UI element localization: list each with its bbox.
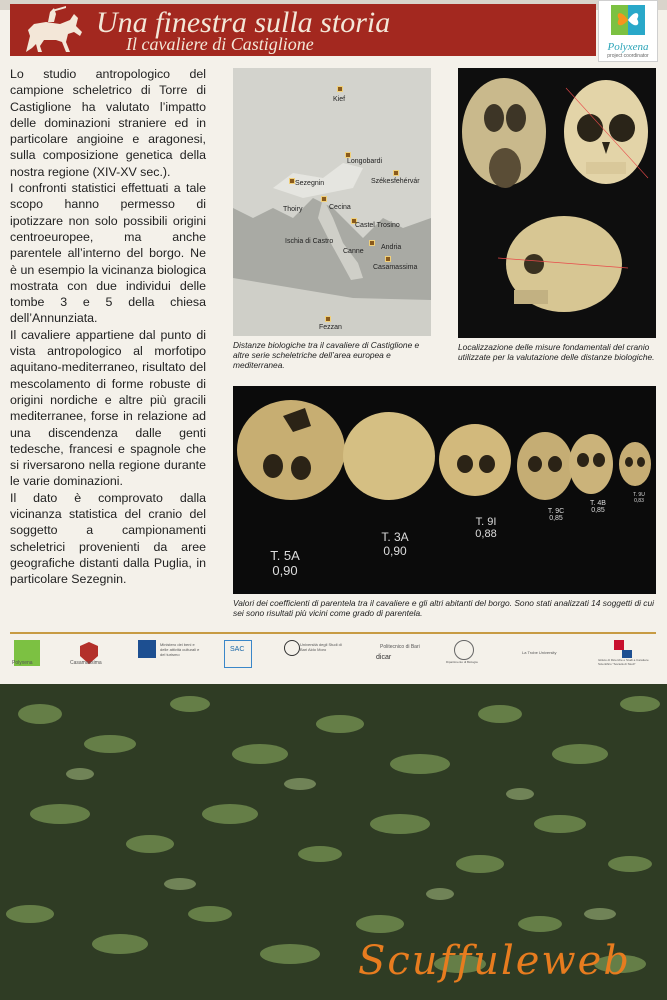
logo-name: Polyxena bbox=[607, 41, 649, 53]
skull-label bbox=[539, 508, 573, 522]
skull-label bbox=[365, 530, 425, 558]
knight-on-horse-icon bbox=[16, 6, 96, 56]
map-label: Cecina bbox=[329, 204, 351, 211]
logo-caption: Istituto di Ricerche e Studi a Carattere Scientifico "Società di Studi" bbox=[598, 658, 649, 666]
skull-label bbox=[461, 516, 511, 540]
map-label: Andria bbox=[381, 244, 402, 251]
paragraph: Il cavaliere appartiene dal punto di vista antropologico al morfotipo aquitano-mediterraneo, risultato del mescolamento di forme robuste di origini nordiche e altre più gracili mediterranee, forse in relazione ad una discendenza dalle genti tedesche, francesi e spagnole che si riversarono nella regione durante le varie dominazioni. bbox=[10, 327, 206, 489]
logo-caption: dicar bbox=[376, 654, 392, 661]
map-label: Casamassima bbox=[373, 264, 418, 271]
map-label: Sezegnin bbox=[295, 180, 325, 187]
logo-caption: Università degli Studi di Bari Aldo Moro bbox=[300, 642, 342, 652]
sponsor-logos bbox=[10, 636, 656, 670]
map-marker bbox=[369, 240, 375, 246]
map-label: Longobardi bbox=[347, 158, 383, 165]
paragraph: I confronti statistici effettuati a tale scopo hanno permesso di ipotizzare non solo possibili origini centroeuropee, ma anche parentele all’interno del borgo. Ne è un esempio la vicinanza biologica mostrata con due individui delle tombe 3 e 5 della chiesa dell’Annunziata. bbox=[10, 181, 206, 326]
coefficient-value: 0,88 bbox=[475, 528, 497, 540]
logo-caption: SAC bbox=[230, 646, 245, 653]
map-marker bbox=[321, 196, 327, 202]
coefficient-value: 0,83 bbox=[634, 498, 644, 504]
logo-caption: Ministero dei beni e delle attività culturali e del turismo bbox=[160, 642, 200, 657]
tomb-label: T. 4B bbox=[590, 500, 606, 507]
coefficient-value: 0,85 bbox=[591, 507, 605, 514]
map-label: Fezzan bbox=[319, 324, 342, 331]
sac-logo bbox=[224, 640, 252, 668]
map-label: Ischia di Castro bbox=[285, 238, 334, 245]
map-label: Castel Trosino bbox=[355, 222, 400, 229]
logo-caption: Casamassima bbox=[70, 660, 102, 666]
tomb-label: T. 5A bbox=[270, 548, 300, 563]
watermark: Scuffuleweb bbox=[358, 938, 631, 984]
tomb-label: T. 3A bbox=[381, 530, 409, 544]
skull-lineup-photo bbox=[233, 386, 656, 594]
map-marker bbox=[393, 170, 399, 176]
map-marker bbox=[337, 86, 343, 92]
coefficient-value: 0,90 bbox=[272, 563, 298, 578]
map-label: Thoiry bbox=[283, 206, 303, 213]
tomb-label: T. 9C bbox=[547, 508, 565, 515]
skull-caption: Localizzazione delle misure fondamentali del cranio utilizzate per la valutazione delle distanze biologiche. bbox=[458, 342, 655, 362]
logo-caption: Polyxena bbox=[12, 660, 33, 666]
body-text bbox=[10, 66, 206, 588]
tomb-label: T. 9U bbox=[633, 492, 645, 498]
tomb-label: T. 9I bbox=[475, 516, 497, 528]
lineup-caption: Valori dei coefficienti di parentela tra il cavaliere e gli altri abitanti del borgo. Sono stati analizzati 14 soggetti di cui sei sono risultati più vicini come grado di parentela. bbox=[233, 598, 655, 618]
sign-header bbox=[10, 4, 596, 56]
divider bbox=[10, 632, 656, 634]
logo-caption: Politecnico di Bari bbox=[380, 644, 420, 650]
logo-tagline: project coordinator bbox=[607, 53, 649, 59]
map-marker bbox=[325, 316, 331, 322]
logo-caption: La Trobe University bbox=[522, 650, 557, 655]
polyxena-logo bbox=[598, 0, 658, 62]
map-label: Székesfehérvár bbox=[371, 178, 420, 185]
skull-label bbox=[583, 500, 613, 514]
paragraph: Lo studio antropologico del campione scheletrico di Torre di Castiglione ha valutato l’impatto delle dominazioni straniere ed in particolare angioine e aragonesi, sulla composizione genetica della nostra regione (XIV-XV sec.). bbox=[10, 67, 206, 179]
coefficient-value: 0,85 bbox=[549, 515, 563, 522]
foliage-background bbox=[0, 684, 667, 1000]
map-label: Canne bbox=[343, 248, 364, 255]
sign-title: Una finestra sulla storia bbox=[96, 6, 391, 39]
sign-subtitle: Il cavaliere di Castiglione bbox=[126, 34, 314, 54]
map-label: Kief bbox=[333, 96, 346, 103]
skull-photo bbox=[458, 68, 656, 338]
logo-caption: Dipartimento di Biologia bbox=[446, 660, 478, 664]
map-terrain bbox=[233, 68, 431, 336]
map-caption: Distanze biologiche tra il cavaliere di Castiglione e altre serie scheletriche dell’area europea e mediterranea. bbox=[233, 340, 420, 370]
skull-measurement-photo bbox=[458, 68, 656, 338]
paragraph: Il dato è comprovato dalla vicinanza statistica del cranio del soggetto a campionamenti scheletrici provenienti da aree geografiche distanti dalla Puglia, in particolare Sezegnin. bbox=[10, 490, 206, 587]
europe-map bbox=[233, 68, 431, 336]
skull-label bbox=[627, 492, 651, 504]
map-marker bbox=[385, 256, 391, 262]
butterfly-icon bbox=[611, 5, 645, 35]
skull-label bbox=[255, 548, 315, 578]
coefficient-value: 0,90 bbox=[383, 544, 407, 558]
